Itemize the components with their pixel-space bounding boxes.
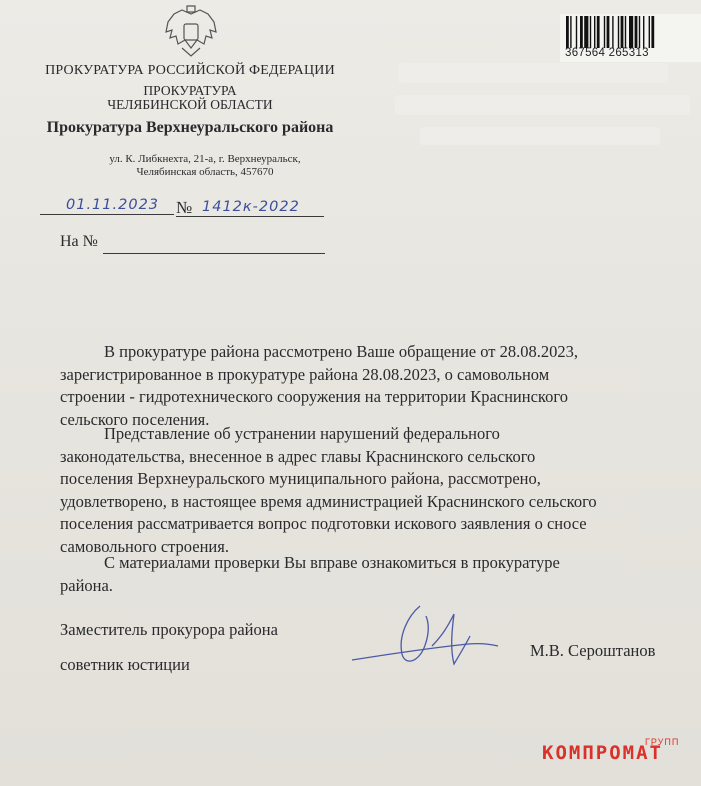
- body-paragraph-2: [60, 423, 658, 559]
- text-line: строении - гидротехнического сооружения на территории Краснинского: [60, 387, 568, 407]
- handwritten-signature: [350, 596, 500, 686]
- text-line: удовлетворено, в настоящее время администрацией Краснинского сельского: [60, 491, 597, 511]
- text-line: поселения рассматривается вопрос подготовки искового заявления о сносе: [60, 514, 587, 534]
- text-line: Представление об устранении нарушений федерального: [104, 424, 500, 443]
- redacted-recipient-line: [398, 63, 668, 83]
- barcode-number: 367564 265313: [565, 47, 649, 59]
- header-address-street: ул. К. Либкнехта, 21-а, г. Верхнеуральск,: [109, 153, 301, 165]
- header-line-prosecutor: ПРОКУРАТУРА: [143, 83, 237, 98]
- watermark-subtitle: ГРУПП: [645, 737, 680, 747]
- body-paragraph-1: [60, 341, 658, 431]
- text-line: самовольного строения.: [60, 536, 229, 556]
- text-line: законодательства, внесенное в адрес главы Краснинского сельского: [60, 446, 536, 466]
- redacted-recipient-line: [395, 95, 690, 115]
- text-line: В прокуратуре района рассмотрено Ваше обращение от 28.08.2023,: [104, 342, 578, 361]
- number-symbol: №: [176, 198, 193, 217]
- number-underline: [176, 216, 324, 217]
- handwritten-registration-number: 1412к-2022: [202, 199, 300, 215]
- text-line: сельского поселения.: [60, 409, 210, 429]
- text-line: зарегистрированное в прокуратуре района 28.08.2023, о самовольном: [60, 364, 550, 384]
- header-line-region: ЧЕЛЯБИНСКОЙ ОБЛАСТИ: [107, 97, 273, 112]
- text-line: района.: [60, 575, 113, 595]
- watermark-logo: КОМПРОМАТ: [542, 742, 663, 764]
- signatory-name: М.В. Сероштанов: [530, 641, 656, 660]
- handwritten-date: 01.11.2023: [66, 197, 160, 213]
- reply-to-underline: [103, 253, 325, 254]
- reply-to-label: На №: [60, 233, 98, 250]
- header-line-federation: ПРОКУРАТУРА РОССИЙСКОЙ ФЕДЕРАЦИИ: [45, 63, 335, 78]
- redacted-recipient-line: [420, 127, 660, 145]
- header-address-city: Челябинская область, 457670: [136, 166, 274, 178]
- barcode-icon: [566, 16, 694, 48]
- body-paragraph-3: [60, 552, 658, 597]
- text-line: поселения Верхнеуральского муниципального района, рассмотрено,: [60, 469, 541, 489]
- text-line: С материалами проверки Вы вправе ознакомиться в прокуратуре: [104, 553, 560, 572]
- date-underline: [40, 214, 174, 215]
- header-office-name: Прокуратура Верхнеуральского района: [46, 119, 334, 136]
- coat-of-arms-emblem: [160, 4, 222, 62]
- signatory-rank: советник юстиции: [60, 655, 190, 674]
- signatory-position: Заместитель прокурора района: [60, 620, 278, 639]
